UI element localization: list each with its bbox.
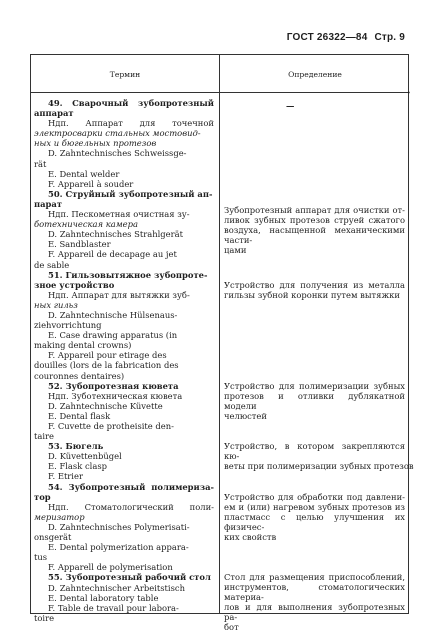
term-french: toire: [34, 612, 55, 623]
term-english: E. Dental laboratory table: [48, 592, 159, 603]
page-number: Стр. 9: [374, 32, 405, 43]
term-entry: [34, 381, 214, 442]
term-german: D. Zahntechnischer Arbeitstisch: [48, 582, 185, 593]
term-synonym: Ндп. Стоматологический поли-: [48, 501, 214, 512]
term-name: 52. Зубопротезная кювета: [48, 380, 179, 391]
term-name: парат: [34, 198, 63, 209]
term-name: 50. Струйный зубопротезный ап-: [48, 188, 213, 199]
definition-text: Зубопротезный аппарат для очистки от- ливок зубных протезов струей сжатого воздуха, насыщенной механическими части- цами: [224, 205, 405, 256]
term-english: E. Dental flask: [48, 410, 111, 421]
terms-column: [34, 98, 214, 623]
term-entry: [34, 482, 214, 573]
term-synonym: Ндп. Пескометная очистная зу-: [48, 209, 190, 220]
definition-text: Устройство для обработки под давлени- ем и (или) нагревом зубных протезов из пластмасс с целью улучшения их физичес- ких свойств: [224, 492, 405, 543]
term-name: 55. Зубопротезный рабочий стол: [48, 572, 211, 583]
definition-text: Устройство, в котором закрепляются кю- веты при полимеризации зубных протезов: [224, 441, 414, 472]
term-synonym: Ндп. Аппарат для вытяжки зуб-: [48, 289, 190, 300]
term-german: D. Zahntechnisches Schweissge-: [48, 148, 187, 159]
term-german: D. Zahntechnisches Polymerisati-: [48, 521, 190, 532]
term-entry: [34, 572, 214, 622]
term-synonym: меризатор: [34, 511, 85, 522]
definition-text: Устройство для получения из металла гильзы зубной коронки путем вытяжки: [224, 280, 405, 301]
term-german: onsgerät: [34, 532, 72, 543]
definition-text: Стол для размещения приспособлений, инструментов, стоматологических материа- лов и для выполнения зубопротезных ра- бот: [224, 572, 405, 633]
term-french: F. Appareil de decapage au jet: [48, 249, 177, 260]
term-german: D. Zahntechnisches Strahlgerät: [48, 229, 183, 240]
term-english: E. Dental welder: [48, 168, 120, 179]
term-entry: [34, 98, 214, 189]
standard-number: ГОСТ 26322—84: [286, 32, 368, 43]
term-synonym: ботехническая камера: [34, 219, 138, 230]
term-name: 49. Сварочный зубопротезный: [48, 98, 214, 108]
term-french: F. Apparell de polymerisation: [48, 562, 173, 573]
term-english: E. Dental polymerization appara-: [48, 542, 189, 553]
term-synonym: Ндп. Аппарат для точечной: [48, 118, 214, 129]
term-english: E. Flask clasp: [48, 461, 107, 472]
term-name: тор: [34, 491, 51, 502]
term-name: 54. Зубопротезный полимериза-: [48, 481, 214, 492]
term-synonym: электросварки стальных мостовид-: [34, 128, 201, 139]
term-german: D. Zahntechnische Küvette: [48, 400, 163, 411]
term-german: D. Zahntechnische Hülsenaus-: [48, 309, 178, 320]
term-french: de sable: [34, 259, 70, 270]
column-divider: [219, 55, 220, 613]
term-french: douilles (lors de la fabrication des: [34, 360, 179, 371]
term-german: ziehvorrichtung: [34, 320, 102, 331]
term-english: making dental crowns): [34, 340, 132, 351]
term-french: couronnes dentaires): [34, 370, 125, 381]
term-english: E. Case drawing apparatus (in: [48, 330, 178, 341]
page-header: [287, 33, 405, 43]
term-french: F. Etrier: [48, 471, 83, 482]
stray-dot: •: [407, 90, 411, 97]
term-french: taire: [34, 431, 54, 442]
term-name: аппарат: [34, 108, 74, 119]
column-header-term: Термин: [109, 70, 141, 79]
term-entry: [34, 441, 214, 481]
term-french: F. Appareil à souder: [48, 178, 134, 189]
term-entry: [34, 189, 214, 270]
term-french: F. Cuvette de protheisite den-: [48, 421, 174, 431]
column-header-definition: Определение: [288, 70, 342, 79]
term-english: E. Sandblaster: [48, 239, 111, 250]
definition-dash: —: [286, 101, 295, 111]
term-english: tus: [34, 552, 48, 563]
term-name: 51. Гильзовытяжное зубопроте-: [48, 269, 208, 280]
term-synonym: Ндп. Зуботехническая кювета: [48, 390, 183, 401]
term-synonym: ных гильз: [34, 299, 78, 310]
term-french: F. Appareil pour etirage des: [48, 350, 167, 361]
definition-text: Устройство для полимеризации зубных протезов и отливки дублякатной модели челюстей: [224, 381, 405, 422]
term-german: D. Küvettenbügel: [48, 451, 122, 462]
term-french: F. Table de travail pour labora-: [48, 602, 179, 613]
term-german: rät: [34, 158, 47, 169]
term-name: 53. Бюгель: [48, 441, 104, 452]
term-name: зное устройство: [34, 279, 115, 290]
term-entry: [34, 270, 214, 381]
header-rule: [31, 92, 408, 93]
term-synonym: ных и бюгельных протезов: [34, 138, 157, 149]
